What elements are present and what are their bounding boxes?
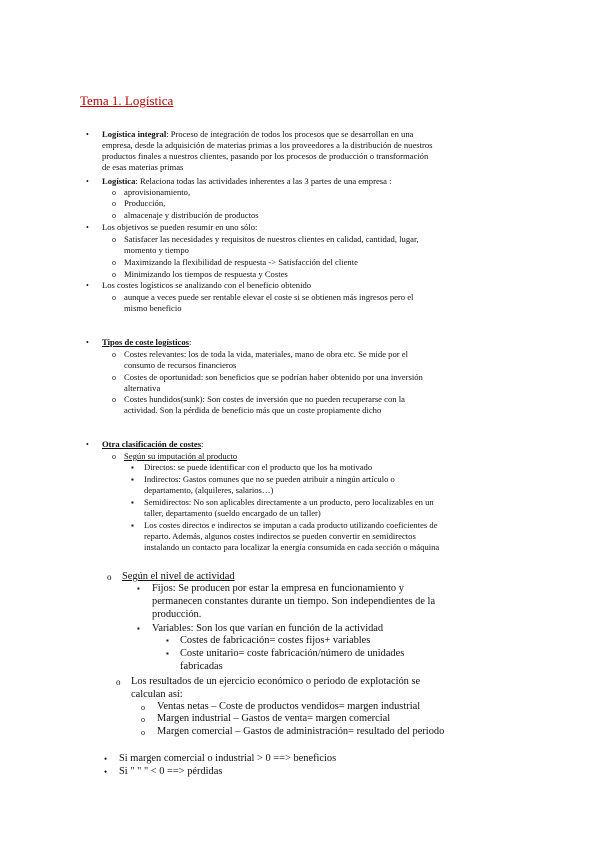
list-item: aprovisionamiento, <box>124 187 191 197</box>
list-item: Los objetivos se pueden resumir en uno sólo: <box>102 222 258 232</box>
definition-text: : Relaciona todas las actividades inherentes a las 3 partes de una empresa : <box>135 176 392 186</box>
list-item: Los costes logísticos se analizando con el beneficio obtenido <box>102 280 312 290</box>
text-line: de esas materias primas <box>102 162 184 172</box>
circle-bullet-icon: o <box>112 188 116 197</box>
list-item: Semidirectos: No son aplicables directamente a un producto, pero localizables en un <box>144 497 434 507</box>
list-item <box>102 176 391 187</box>
bullet-icon: • <box>86 338 89 347</box>
list-item: Margen industrial – Gastos de venta= margen comercial <box>157 713 391 724</box>
list-item <box>102 129 413 140</box>
square-bullet-icon: ▪ <box>166 636 169 645</box>
list-item: Costes hundidos(sunk): Son costes de inversión que no pueden recuperarse con la <box>124 394 405 404</box>
circle-bullet-icon: o <box>112 373 116 382</box>
square-bullet-icon: ▪ <box>137 584 140 593</box>
list-item: Ventas netas – Coste de productos vendidos= margen industrial <box>157 701 421 712</box>
text-line: fabricadas <box>180 661 223 672</box>
list-item: Indirectos: Gastos comunes que no se pueden atribuir a ningún artículo o <box>144 474 395 484</box>
heading-colon: : <box>201 439 204 449</box>
heading-text: Otra clasificación de costes <box>102 439 202 449</box>
list-item: Variables: Son los que varían en función de la actividad <box>152 623 384 634</box>
text-line: actividad. Son la pérdida de beneficio más que un coste propiamente dicho <box>124 405 382 415</box>
text-line: reparto. Además, algunos costes indirectos se pueden convertir en semidirectos <box>144 531 416 541</box>
text-line: mismo beneficio <box>124 303 182 313</box>
square-bullet-icon: ▪ <box>131 498 134 507</box>
list-item: Margen comercial – Gastos de administración= resultado del periodo <box>157 726 445 737</box>
list-item: almacenaje y distribución de productos <box>124 210 259 220</box>
list-item: Si margen comercial o industrial > 0 ==> beneficios <box>119 753 337 764</box>
list-item: Si " " " < 0 ==> pérdidas <box>119 766 223 777</box>
list-item: Los costes directos e indirectos se imputan a cada producto utilizando coeficientes de <box>144 520 438 530</box>
circle-bullet-icon: o <box>112 235 116 244</box>
text-line: departamento, (alquileres, salarios…) <box>144 485 274 495</box>
list-item: Coste unitario= coste fabricación/número de unidades <box>180 648 405 659</box>
circle-bullet-icon: o <box>116 677 121 687</box>
page-title: Tema 1. Logística <box>80 93 174 108</box>
text-line: alternativa <box>124 383 161 393</box>
definition-text: : Proceso de integración de todos los procesos que se desarrollan en una <box>166 129 414 139</box>
bullet-icon: • <box>86 130 89 139</box>
section-heading <box>102 439 203 450</box>
list-item: Fijos: Se producen por estar la empresa en funcionamiento y <box>152 583 404 594</box>
bullet-icon: • <box>104 767 108 777</box>
bullet-icon: • <box>86 281 89 290</box>
circle-bullet-icon: o <box>112 211 116 220</box>
list-item: Satisfacer las necesidades y requisitos de nuestros clientes en calidad, cantidad, lugar, <box>124 234 419 244</box>
list-item: Costes de fabricación= costes fijos+ variables <box>180 635 371 646</box>
text-line: calculan así: <box>131 689 183 700</box>
circle-bullet-icon: o <box>112 452 116 461</box>
circle-bullet-icon: o <box>107 572 112 582</box>
square-bullet-icon: ▪ <box>166 649 169 658</box>
bullet-icon: • <box>86 177 89 186</box>
bullet-icon: • <box>86 223 89 232</box>
circle-bullet-icon: o <box>141 728 145 737</box>
list-item: Maximizando la flexibilidad de respuesta -> Satisfacción del cliente <box>124 257 358 267</box>
circle-bullet-icon: o <box>112 258 116 267</box>
list-item: Directos: se puede identificar con el producto que los ha motivado <box>144 462 373 472</box>
square-bullet-icon: ▪ <box>131 521 134 530</box>
circle-bullet-icon: o <box>112 350 116 359</box>
list-item: Costes de oportunidad: son beneficios que se podrían haber obtenido por una inversión <box>124 372 423 382</box>
text-line: productos finales a nuestros clientes, pasando por los procesos de producción o transformación <box>102 151 429 161</box>
heading-colon: : <box>188 337 192 347</box>
square-bullet-icon: ▪ <box>137 624 140 633</box>
bullet-icon: • <box>86 440 89 449</box>
circle-bullet-icon: o <box>141 715 145 724</box>
text-line: permanecen constantes durante un tiempo. Son independientes de la <box>152 596 436 607</box>
list-item: Producción, <box>124 198 166 208</box>
text-line: empresa, desde la adquisición de materias primas a los proveedores a la distribución de nuestros <box>102 140 433 150</box>
subheading: Según el nivel de actividad <box>122 571 235 582</box>
circle-bullet-icon: o <box>112 395 116 404</box>
list-item: Los resultados de un ejercicio económico o periodo de explotación se <box>131 676 421 687</box>
text-line: taller, departamento (sueldo encargado de un taller) <box>144 508 321 518</box>
text-line: producción. <box>152 609 202 620</box>
list-item: aunque a veces puede ser rentable elevar el coste si se obtienen más ingresos pero el <box>124 292 414 302</box>
section-heading <box>102 337 191 348</box>
square-bullet-icon: ▪ <box>131 475 134 484</box>
heading-text: Tipos de coste logísticos <box>102 337 189 347</box>
circle-bullet-icon: o <box>112 293 116 302</box>
text-line: momento y tiempo <box>124 245 189 255</box>
list-item: Costes relevantes: los de toda la vida, materiales, mano de obra etc. Se mide por el <box>124 349 408 359</box>
term-logistica-integral: Logística integral <box>102 129 167 139</box>
term-logistica: Logística <box>102 176 136 186</box>
text-line: consumo de recursos financieros <box>124 360 237 370</box>
circle-bullet-icon: o <box>141 703 145 712</box>
circle-bullet-icon: o <box>112 199 116 208</box>
list-item: Minimizando los tiempos de respuesta y Costes <box>124 269 288 279</box>
text-line: instalando un contacto para localizar la energía consumida en cada sección o máquina <box>144 542 440 552</box>
subheading: Según su imputación al producto <box>124 451 238 461</box>
square-bullet-icon: ▪ <box>131 463 134 472</box>
circle-bullet-icon: o <box>112 270 116 279</box>
bullet-icon: • <box>104 754 108 764</box>
